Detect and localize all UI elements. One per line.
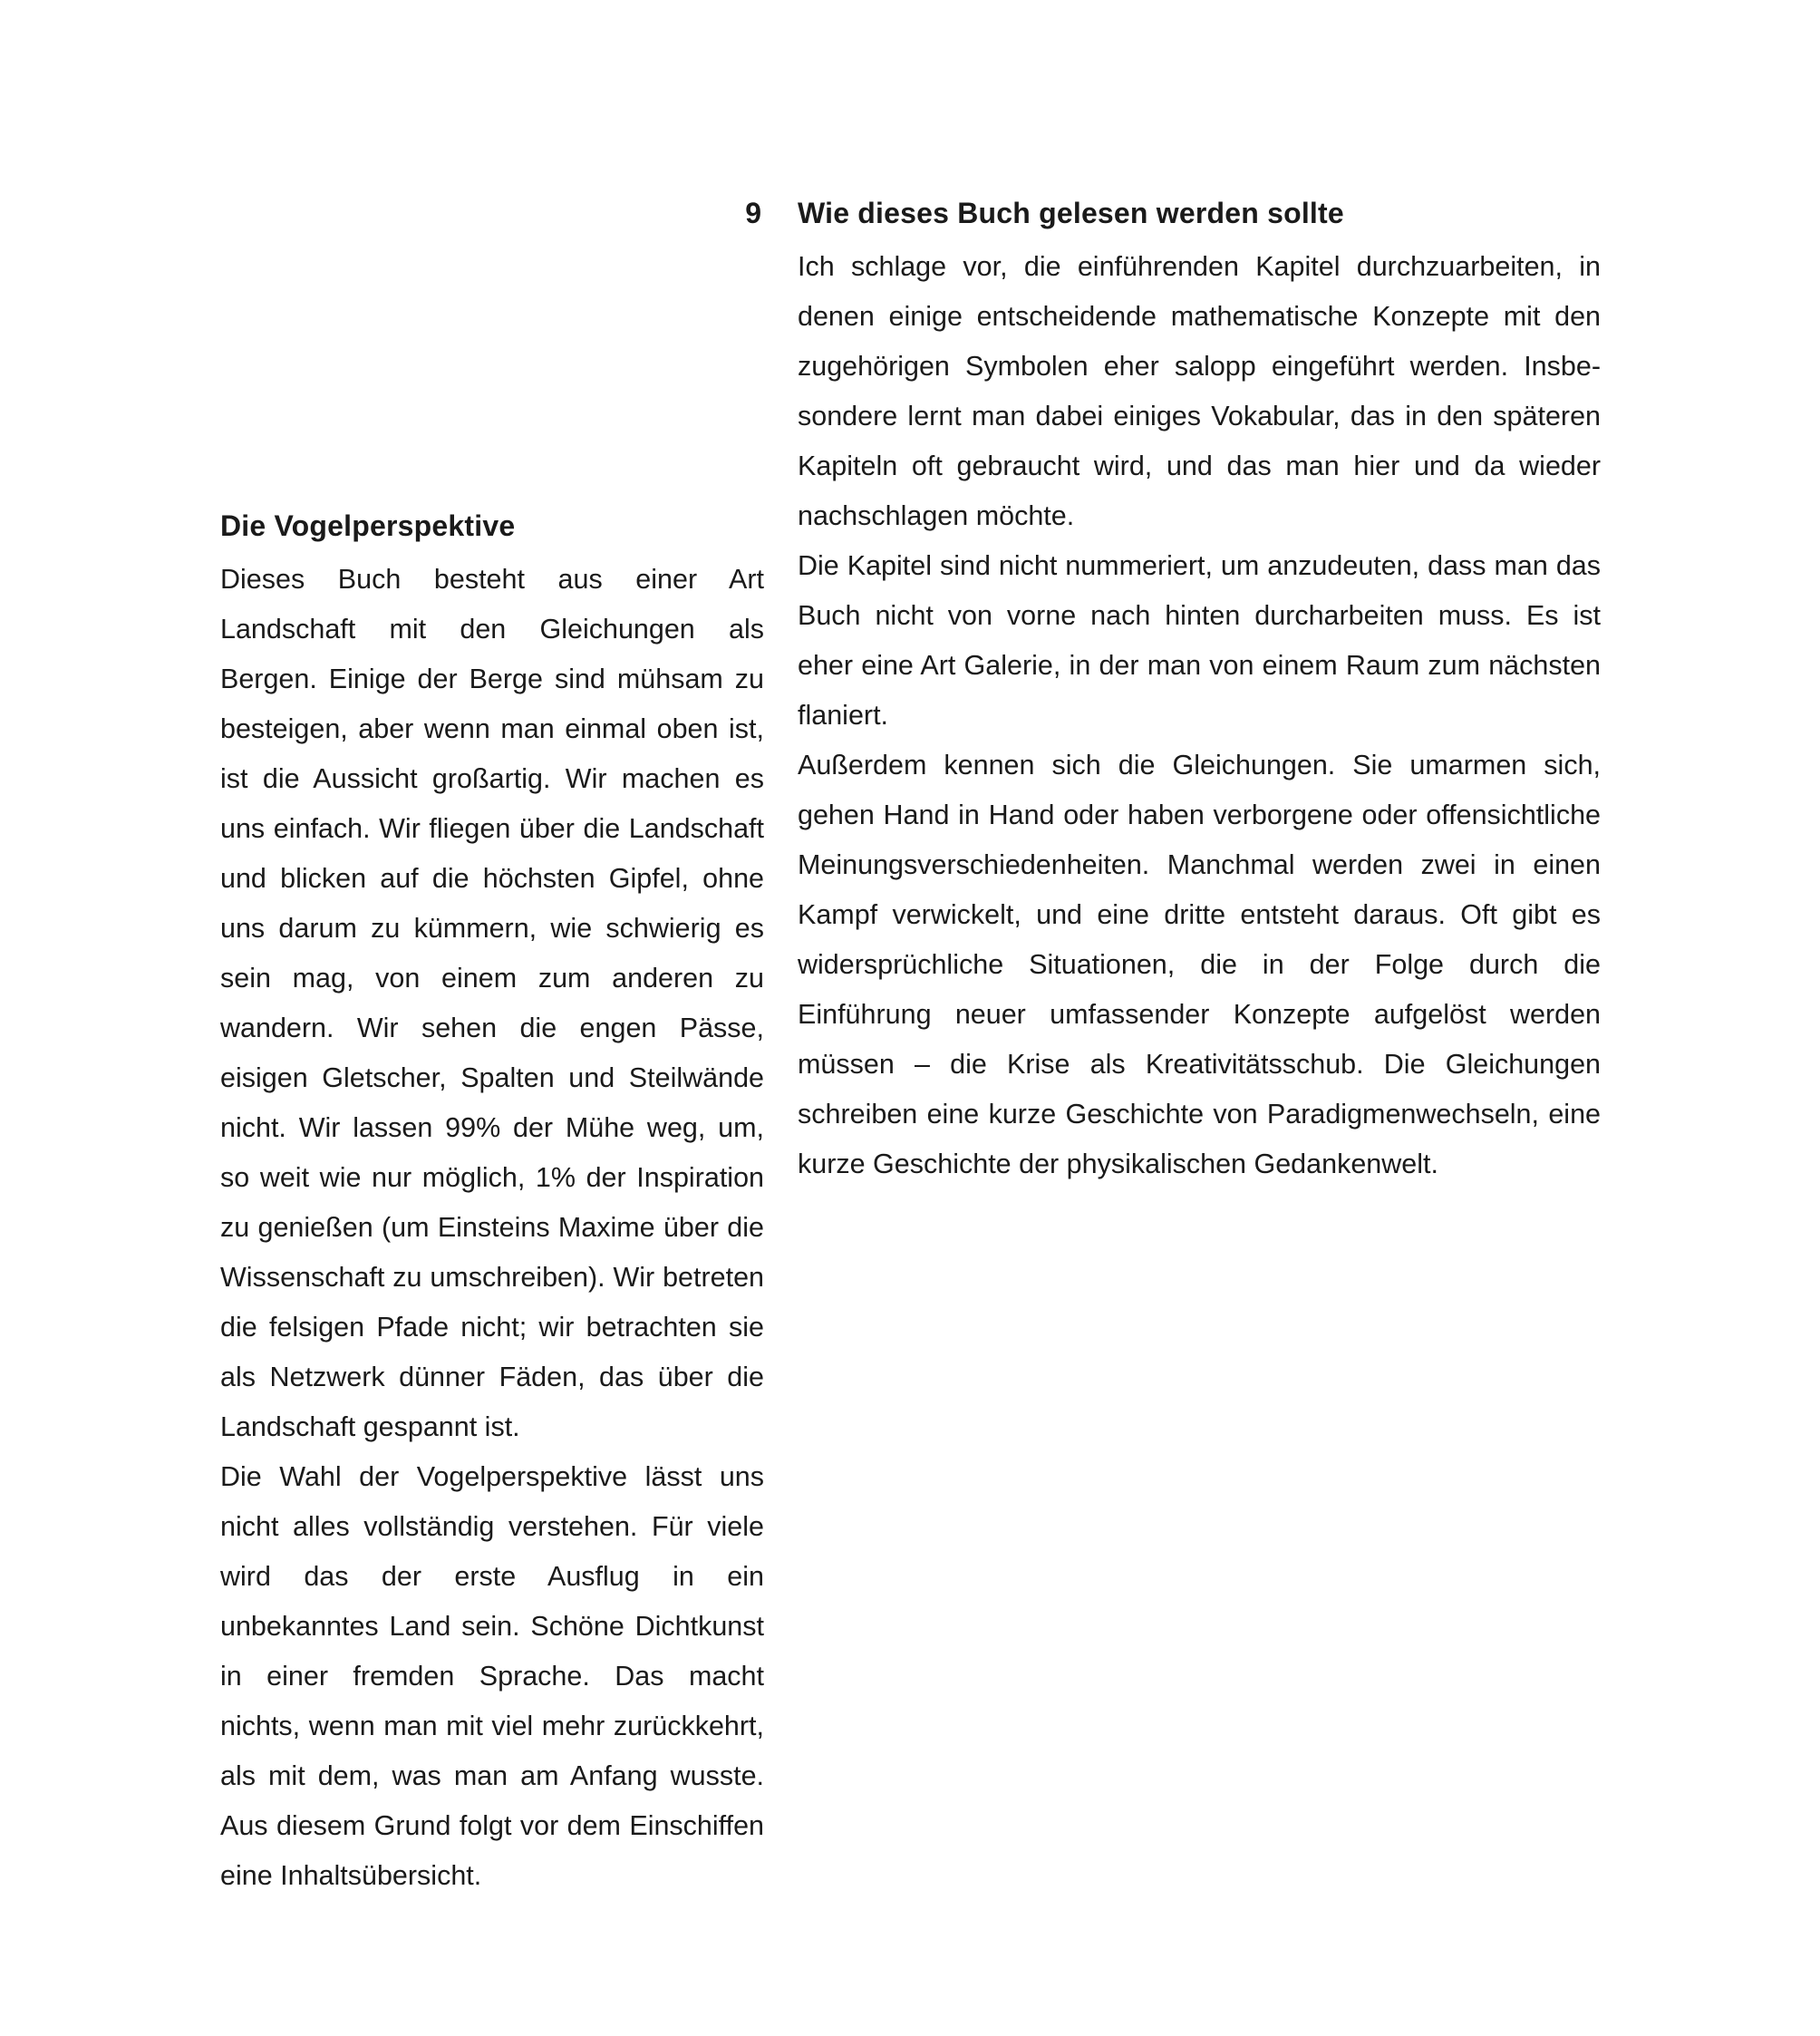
page-number: 9: [745, 197, 761, 229]
right-column: [798, 195, 1601, 1189]
paragraph: Außerdem kennen sich die Gleichungen. Sie umarmen sich, gehen Hand in Hand oder haben verborgene oder offensichtliche Meinungsverschiedenheiten. Manchmal werden zwei in einen Kampf verwickelt, und eine dritte entsteht daraus. Oft gibt es widersprüchliche Situationen, die in der Folge durch die Einführung neuer umfassender Konzepte aufgelöst werden müssen – die Krise als Kreativitätsschub. Die Gleichungen schreiben eine kurze Geschichte von Paradigmenwechseln, eine kurze Geschichte der physikalischen Gedankenwelt.: [798, 750, 1601, 1179]
paragraph: Die Wahl der Vogelperspektive lässt uns nicht alles vollständig verstehen. Für viele wird das der erste Ausflug in ein unbekanntes Land sein. Schöne Dichtkunst in einer fremden Sprache. Das macht nichts, wenn man mit viel mehr zurückkehrt, als mit dem, was man am Anfang wusste. Aus diesem Grund folgt vor dem Einschiffen eine Inhaltsübersicht.: [220, 1461, 764, 1891]
paragraph: Die Kapitel sind nicht nummeriert, um anzudeuten, dass man das Buch nicht von vorne nach hinten durcharbeiten muss. Es ist eher eine Art Galerie, in der man von einem Raum zum nächsten flaniert.: [798, 550, 1601, 731]
section-title-wie-gelesen: Wie dieses Buch gelesen werden sollte: [798, 197, 1344, 229]
section-title-vogelperspektive: Die Vogelperspektive: [220, 509, 516, 542]
paragraph: Dieses Buch besteht aus einer Art Landschaft mit den Gleichungen als Bergen. Einige der Berge sind mühsam zu besteigen, aber wenn man einmal oben ist, ist die Aussicht großartig. Wir machen es uns einfach. Wir fliegen über die Landschaft und blicken auf die höchsten Gipfel, ohne uns darum zu kümmern, wie schwierig es sein mag, von einem zum anderen zu wandern. Wir sehen die engen Pässe, eisigen Gletscher, Spalten und Steilwände nicht. Wir lassen 99% der Mühe weg, um, so weit wie nur möglich, 1% der Inspiration zu genießen (um Einsteins Maxime über die Wissenschaft zu umschreiben). Wir betreten die felsigen Pfade nicht; wir betrachten sie als Netzwerk dünner Fäden, das über die Landschaft gespannt ist.: [220, 564, 764, 1442]
left-column: [220, 508, 764, 1901]
paragraph: Ich schlage vor, die einführenden Kapitel durchzuarbeiten, in denen einige entscheidende mathematische Konzepte mit den zugehörigen Symbolen eher salopp eingeführt werden. Insbesondere lernt man dabei einiges Vokabular, das in den späteren Kapiteln oft gebraucht wird, und das man hier und da wieder nachschlagen möchte.: [798, 251, 1601, 531]
